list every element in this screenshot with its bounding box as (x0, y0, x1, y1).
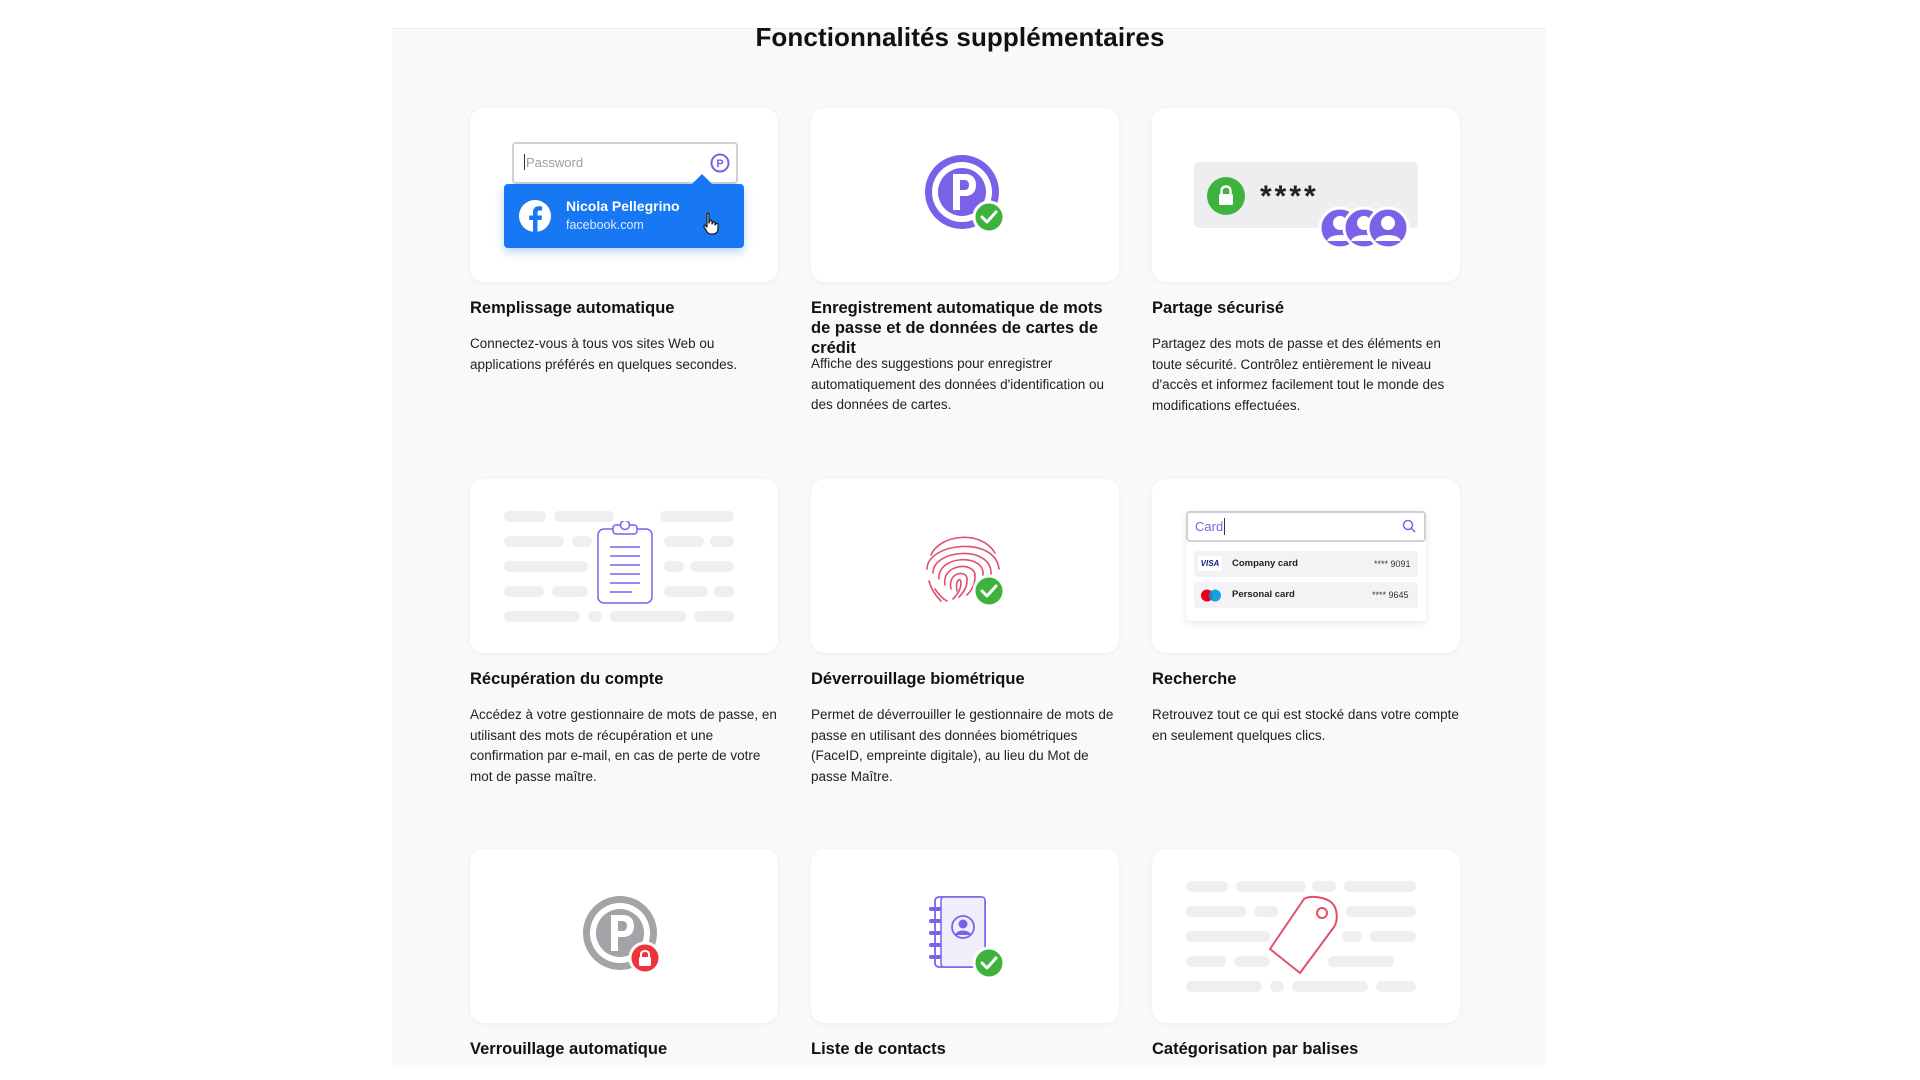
feature-title: Partage sécurisé (1152, 299, 1285, 317)
search-illustration (1152, 479, 1460, 653)
search-result-row[interactable] (1194, 582, 1418, 608)
autofill-suggestion[interactable] (504, 184, 744, 248)
svg-text:P: P (716, 158, 724, 170)
feature-description: Partagez des mots de passe et des éléments en toute sécurité. Contrôlez entièrement le niveau d'accès et informez facilement tout le monde des modifications effectuées. (1152, 336, 1445, 413)
result-label: Company card (1232, 558, 1298, 569)
result-label: Personal card (1232, 589, 1295, 600)
passwarden-logo-lock-icon (580, 893, 670, 983)
feature-title: Recherche (1152, 670, 1237, 688)
search-query: Card (1195, 519, 1224, 534)
autosave-illustration (811, 108, 1119, 282)
search-input[interactable] (1186, 511, 1426, 542)
section-title: Fonctionnalités supplémentaires (755, 22, 1165, 52)
passwarden-logo-check-icon (922, 152, 1012, 242)
facebook-icon (518, 199, 552, 233)
password-placeholder: Password (526, 155, 584, 170)
contacts-illustration (811, 849, 1119, 1023)
search-result-row[interactable] (1194, 551, 1418, 577)
feature-title: Enregistrement automatique de mots de passe et de données de cartes de crédit (811, 299, 1103, 357)
result-number: **** 9645 (1372, 590, 1409, 600)
feature-description: Retrouvez tout ce qui est stocké dans votre compte en seulement quelques clics. (1152, 707, 1459, 743)
feature-title: Liste de contacts (811, 1040, 946, 1058)
tags-illustration (1152, 849, 1460, 1023)
account-name: Nicola Pellegrino (566, 198, 680, 214)
feature-title: Récupération du compte (470, 670, 664, 688)
feature-title: Déverrouillage biométrique (811, 670, 1025, 688)
contact-book-check-icon (927, 893, 1013, 987)
masked-password: **** (1260, 180, 1319, 213)
feature-description: Connectez-vous à tous vos sites Web ou applications préférés en quelques secondes. (470, 336, 738, 372)
feature-title: Remplissage automatique (470, 299, 675, 317)
account-site: facebook.com (566, 218, 644, 232)
passwarden-logo-icon (710, 153, 730, 173)
feature-description: Accédez à votre gestionnaire de mots de passe, en utilisant des mots de récupération et une confirmation par e-mail, en cas de perte de votre mot de passe maître. (470, 707, 777, 784)
hand-cursor-icon (702, 212, 720, 236)
recovery-illustration (470, 479, 778, 653)
feature-description: Affiche des suggestions pour enregistrer automatiquement des données d'identification ou des données de cartes. (811, 356, 1105, 412)
feature-description: Permet de déverrouiller le gestionnaire de mots de passe en utilisant des données biométriques (FaceID, empreinte digitale), au lieu du Mot de passe Maître. (811, 707, 1114, 784)
search-icon (1402, 519, 1416, 533)
visa-icon: VISA (1198, 556, 1222, 571)
fingerprint-check-icon (921, 523, 1013, 615)
feature-title: Verrouillage automatique (470, 1040, 668, 1058)
biometric-illustration (811, 479, 1119, 653)
dropdown-pointer-icon (692, 172, 712, 184)
clipboard-icon (594, 521, 656, 607)
mastercard-icon (1200, 589, 1222, 602)
tag-icon (1264, 893, 1344, 979)
feature-title: Catégorisation par balises (1152, 1040, 1359, 1058)
result-number: **** 9091 (1374, 559, 1411, 569)
autofill-illustration (470, 108, 778, 282)
search-popup (1186, 511, 1426, 621)
sharing-illustration (1152, 108, 1460, 282)
autolock-illustration (470, 849, 778, 1023)
lock-icon (1206, 176, 1246, 216)
users-avatars-icon (1318, 206, 1418, 252)
